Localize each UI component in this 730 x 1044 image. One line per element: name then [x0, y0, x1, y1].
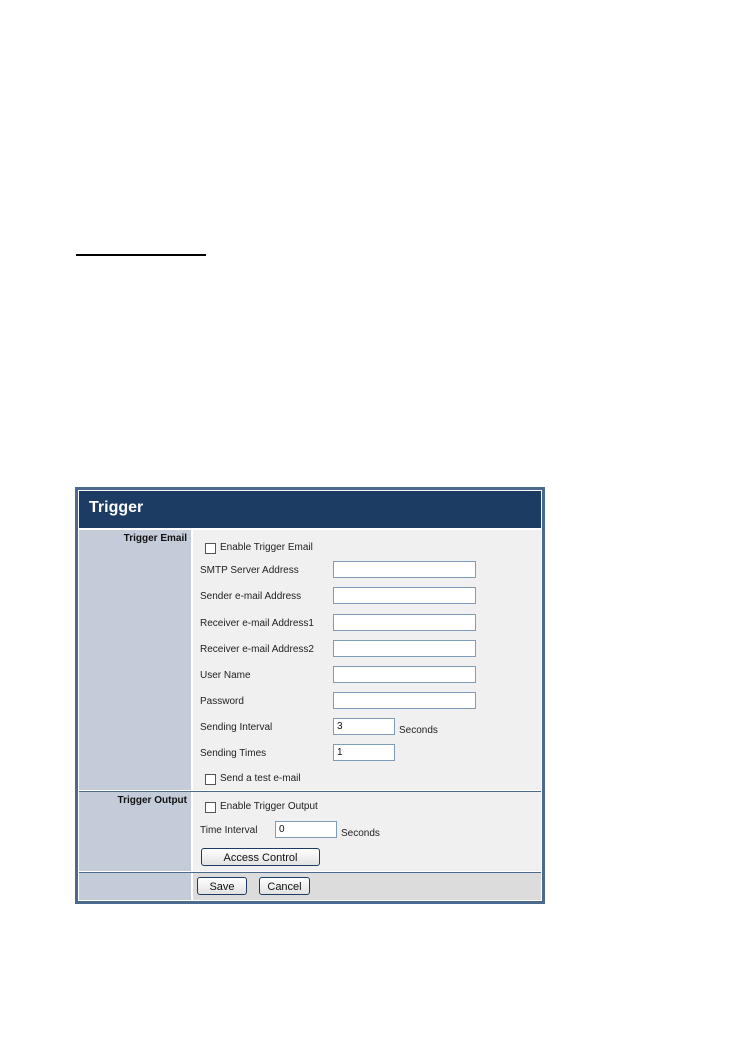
enable-trigger-output-checkbox[interactable] [205, 802, 216, 813]
receiver-email2-label: Receiver e-mail Address2 [200, 644, 314, 655]
smtp-server-label: SMTP Server Address [200, 565, 299, 576]
trigger-email-label-cell [79, 530, 191, 790]
trigger-output-content [193, 792, 541, 871]
page-heading-underline [76, 254, 206, 256]
footer-actions [193, 873, 541, 900]
user-name-input[interactable] [333, 666, 476, 683]
password-input[interactable] [333, 692, 476, 709]
sending-times-label: Sending Times [200, 748, 267, 759]
trigger-output-label-cell [79, 792, 191, 871]
enable-trigger-email-label: Enable Trigger Email [220, 542, 313, 553]
sending-times-input[interactable] [333, 744, 395, 761]
trigger-email-section-label: Trigger Email [123, 533, 187, 544]
user-name-label: User Name [200, 670, 251, 681]
sending-interval-unit: Seconds [399, 725, 438, 736]
footer-label-cell [79, 873, 191, 900]
sending-interval-label: Sending Interval [200, 722, 273, 733]
trigger-output-section-label: Trigger Output [117, 795, 187, 806]
receiver-email1-label: Receiver e-mail Address1 [200, 618, 314, 629]
sender-email-input[interactable] [333, 587, 476, 604]
sending-interval-input[interactable] [333, 718, 395, 735]
panel-header [79, 491, 541, 528]
password-label: Password [200, 696, 244, 707]
send-test-email-label: Send a test e-mail [220, 773, 301, 784]
enable-trigger-output-label: Enable Trigger Output [220, 801, 318, 812]
receiver-email1-input[interactable] [333, 614, 476, 631]
trigger-panel [75, 487, 545, 904]
time-interval-unit: Seconds [341, 828, 380, 839]
page-title: Trigger [89, 499, 144, 516]
smtp-server-input[interactable] [333, 561, 476, 578]
sender-email-label: Sender e-mail Address [200, 591, 302, 602]
access-control-button[interactable]: Access Control [201, 848, 320, 866]
save-button[interactable]: Save [197, 877, 247, 895]
cancel-button[interactable]: Cancel [259, 877, 310, 895]
trigger-email-content [193, 530, 541, 790]
time-interval-label: Time Interval [200, 825, 258, 836]
send-test-email-checkbox[interactable] [205, 774, 216, 785]
time-interval-input[interactable] [275, 821, 337, 838]
trigger-panel-body [78, 490, 542, 901]
receiver-email2-input[interactable] [333, 640, 476, 657]
enable-trigger-email-checkbox[interactable] [205, 543, 216, 554]
